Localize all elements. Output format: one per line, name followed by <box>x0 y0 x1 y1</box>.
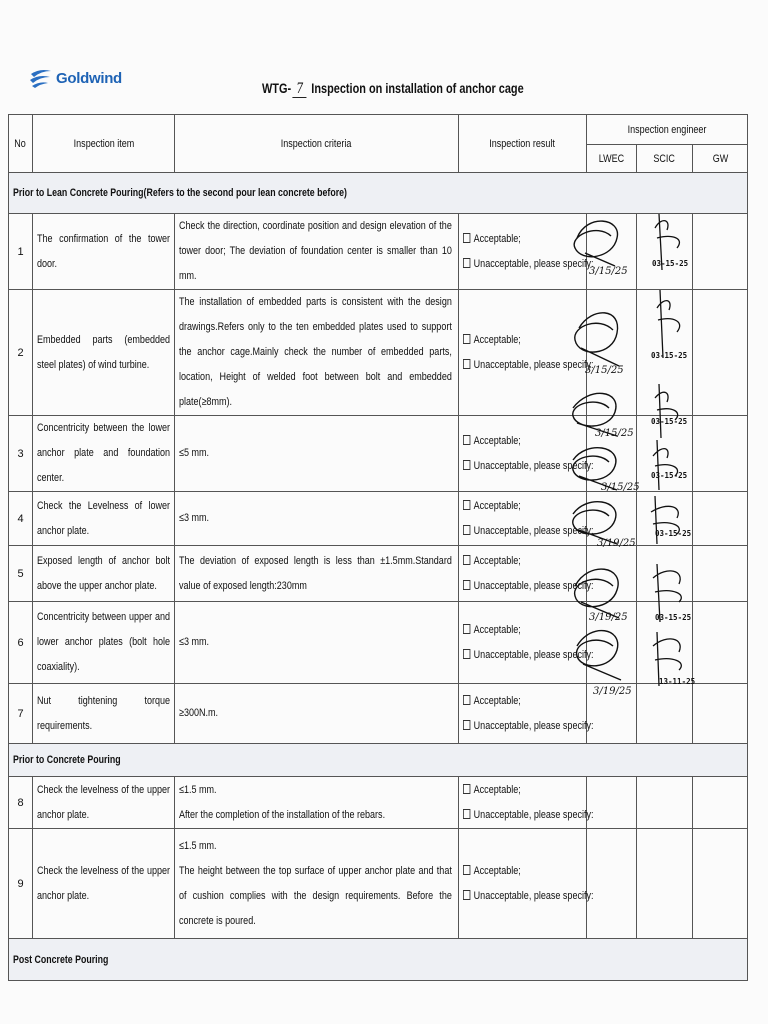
row-result: Acceptable; Unacceptable, please specify: <box>459 602 587 684</box>
gw-signature-cell <box>693 829 748 939</box>
scic-signature-cell <box>637 416 693 492</box>
acceptable-checkbox[interactable] <box>463 233 470 243</box>
gw-signature-cell <box>693 290 748 416</box>
lwec-date: 3/15/25 <box>585 365 624 376</box>
unacceptable-checkbox[interactable] <box>463 890 470 900</box>
table-row <box>9 829 748 939</box>
section-concrete-pouring <box>9 744 748 777</box>
unacceptable-checkbox[interactable] <box>463 649 470 659</box>
row-no: 6 <box>9 602 33 684</box>
row-no: 7 <box>9 684 33 744</box>
lwec-signature-cell <box>587 777 637 829</box>
lwec-signature-cell <box>587 829 637 939</box>
row-criteria: The installation of embedded parts is consistent with the design drawings.Refers only to the ten embedded plates used to support the anchor cage.Mainly check the number of embedded parts, location, Height of welded foot between bolt and embedded plate(≥8mm). <box>175 290 459 416</box>
row-item: Exposed length of anchor bolt above the upper anchor plate. <box>33 546 175 602</box>
row-item: Nut tightening torque requirements. <box>33 684 175 744</box>
col-no: No <box>9 115 33 173</box>
row-criteria: ≤3 mm. <box>175 602 459 684</box>
row-item: Check the Levelness of lower anchor plate. <box>33 492 175 546</box>
table-row <box>9 684 748 744</box>
row-item: Embedded parts (embedded steel plates) of wind turbine. <box>33 290 175 416</box>
goldwind-logo-icon <box>28 66 54 90</box>
lwec-date: 3/15/25 <box>601 482 640 493</box>
lwec-signature-cell <box>587 492 637 546</box>
row-result: Acceptable; Unacceptable, please specify: <box>459 492 587 546</box>
scic-signature-cell <box>637 290 693 416</box>
scic-signature-cell <box>637 492 693 546</box>
row-result: Acceptable; Unacceptable, please specify: <box>459 829 587 939</box>
acceptable-checkbox[interactable] <box>463 624 470 634</box>
row-no: 2 <box>9 290 33 416</box>
scic-date: 13-11-25 <box>659 677 696 686</box>
acceptable-checkbox[interactable] <box>463 334 470 344</box>
gw-signature-cell <box>693 416 748 492</box>
row-result: Acceptable; Unacceptable, please specify: <box>459 546 587 602</box>
lwec-signature-cell <box>587 290 637 416</box>
row-no: 9 <box>9 829 33 939</box>
title-text: Inspection on installation of anchor cage <box>311 80 524 96</box>
section-lean-concrete <box>9 173 748 214</box>
row-no: 1 <box>9 214 33 290</box>
goldwind-logo <box>28 64 138 92</box>
scic-date: 03-15-25 <box>651 471 688 480</box>
lwec-signature-cell <box>587 214 637 290</box>
row-result: Acceptable; Unacceptable, please specify: <box>459 290 587 416</box>
col-scic: SCIC <box>637 145 693 173</box>
gw-signature-cell <box>693 214 748 290</box>
scic-date: 03-15-25 <box>655 529 692 538</box>
table-row <box>9 546 748 602</box>
col-lwec: LWEC <box>587 145 637 173</box>
scic-signature-cell <box>637 684 693 744</box>
row-no: 8 <box>9 777 33 829</box>
row-criteria: ≥300N.m. <box>175 684 459 744</box>
gw-signature-cell <box>693 546 748 602</box>
row-result: Acceptable; Unacceptable, please specify: <box>459 416 587 492</box>
row-no: 5 <box>9 546 33 602</box>
section-title: Prior to Lean Concrete Pouring(Refers to the second pour lean concrete before) <box>13 187 347 199</box>
row-item: The confirmation of the tower door. <box>33 214 175 290</box>
scic-date: 03-15-25 <box>651 351 688 360</box>
lwec-date: 3/15/25 <box>589 266 628 277</box>
col-gw: GW <box>693 145 748 173</box>
row-item: Concentricity between upper and lower anchor plates (bolt hole coaxiality). <box>33 602 175 684</box>
unacceptable-checkbox[interactable] <box>463 809 470 819</box>
table-row <box>9 416 748 492</box>
row-result: Acceptable; Unacceptable, please specify: <box>459 214 587 290</box>
acceptable-checkbox[interactable] <box>463 784 470 794</box>
table-row <box>9 214 748 290</box>
scic-date: 03-15-25 <box>655 613 692 622</box>
section-title: Post Concrete Pouring <box>13 953 109 966</box>
scic-signature-cell <box>637 546 693 602</box>
row-criteria: ≤3 mm. <box>175 492 459 546</box>
scic-date: 03-15-25 <box>652 259 689 268</box>
unacceptable-checkbox[interactable] <box>463 460 470 470</box>
row-item: Check the levelness of the upper anchor plate. <box>33 829 175 939</box>
unacceptable-checkbox[interactable] <box>463 580 470 590</box>
row-no: 3 <box>9 416 33 492</box>
section-post-concrete <box>9 939 748 981</box>
acceptable-checkbox[interactable] <box>463 500 470 510</box>
unacceptable-checkbox[interactable] <box>463 525 470 535</box>
title-prefix: WTG- <box>262 80 292 96</box>
lwec-date: 3/19/25 <box>593 686 632 697</box>
table-row <box>9 602 748 684</box>
scic-signature-cell <box>637 777 693 829</box>
table-row <box>9 492 748 546</box>
lwec-signature-cell <box>587 546 637 602</box>
unacceptable-checkbox[interactable] <box>463 359 470 369</box>
table-row <box>9 290 748 416</box>
acceptable-checkbox[interactable] <box>463 555 470 565</box>
gw-signature-cell <box>693 492 748 546</box>
gw-signature-cell <box>693 684 748 744</box>
row-item: Check the levelness of the upper anchor plate. <box>33 777 175 829</box>
section-title: Prior to Concrete Pouring <box>13 754 121 766</box>
row-criteria: Check the direction, coordinate position and design elevation of the tower door; The deviation of foundation center is smaller than 10 mm. <box>175 214 459 290</box>
logo-text: Goldwind <box>56 69 122 87</box>
gw-signature-cell <box>693 602 748 684</box>
row-criteria: The deviation of exposed length is less than ±1.5mm.Standard value of exposed length:230mm <box>175 546 459 602</box>
header-row-1 <box>9 115 748 145</box>
gw-signature-cell <box>693 777 748 829</box>
inspection-table <box>8 114 748 981</box>
lwec-date: 3/19/25 <box>597 538 636 549</box>
lwec-date: 3/19/25 <box>589 612 628 623</box>
unacceptable-checkbox[interactable] <box>463 258 470 268</box>
row-result: Acceptable; Unacceptable, please specify: <box>459 684 587 744</box>
row-criteria: ≤5 mm. <box>175 416 459 492</box>
acceptable-checkbox[interactable] <box>463 865 470 875</box>
unacceptable-checkbox[interactable] <box>463 720 470 730</box>
col-engineer: Inspection engineer <box>587 115 748 145</box>
table-row <box>9 777 748 829</box>
col-criteria: Inspection criteria <box>175 115 459 173</box>
acceptable-checkbox[interactable] <box>463 435 470 445</box>
lwec-date: 3/15/25 <box>595 428 634 439</box>
scic-signature-cell <box>637 602 696 686</box>
scic-signature-cell <box>637 829 693 939</box>
col-item: Inspection item <box>33 115 175 173</box>
lwec-signature-cell <box>587 416 637 492</box>
row-item: Concentricity between the lower anchor plate and foundation center. <box>33 416 175 492</box>
row-no: 4 <box>9 492 33 546</box>
page-title <box>262 80 524 98</box>
acceptable-checkbox[interactable] <box>463 695 470 705</box>
scic-date: 03-15-25 <box>651 417 688 426</box>
lwec-signature-cell <box>587 602 637 684</box>
wtg-number: 7 <box>293 81 307 98</box>
row-criteria: ≤1.5 mm. After the completion of the installation of the rebars. <box>175 777 459 829</box>
col-result: Inspection result <box>459 115 587 173</box>
scic-signature-cell <box>637 214 693 290</box>
row-criteria: ≤1.5 mm. The height between the top surface of upper anchor plate and that of cushion complies with the design requirements. Before the concrete is poured. <box>175 829 459 939</box>
lwec-signature-cell <box>587 684 637 744</box>
row-result: Acceptable; Unacceptable, please specify: <box>459 777 587 829</box>
